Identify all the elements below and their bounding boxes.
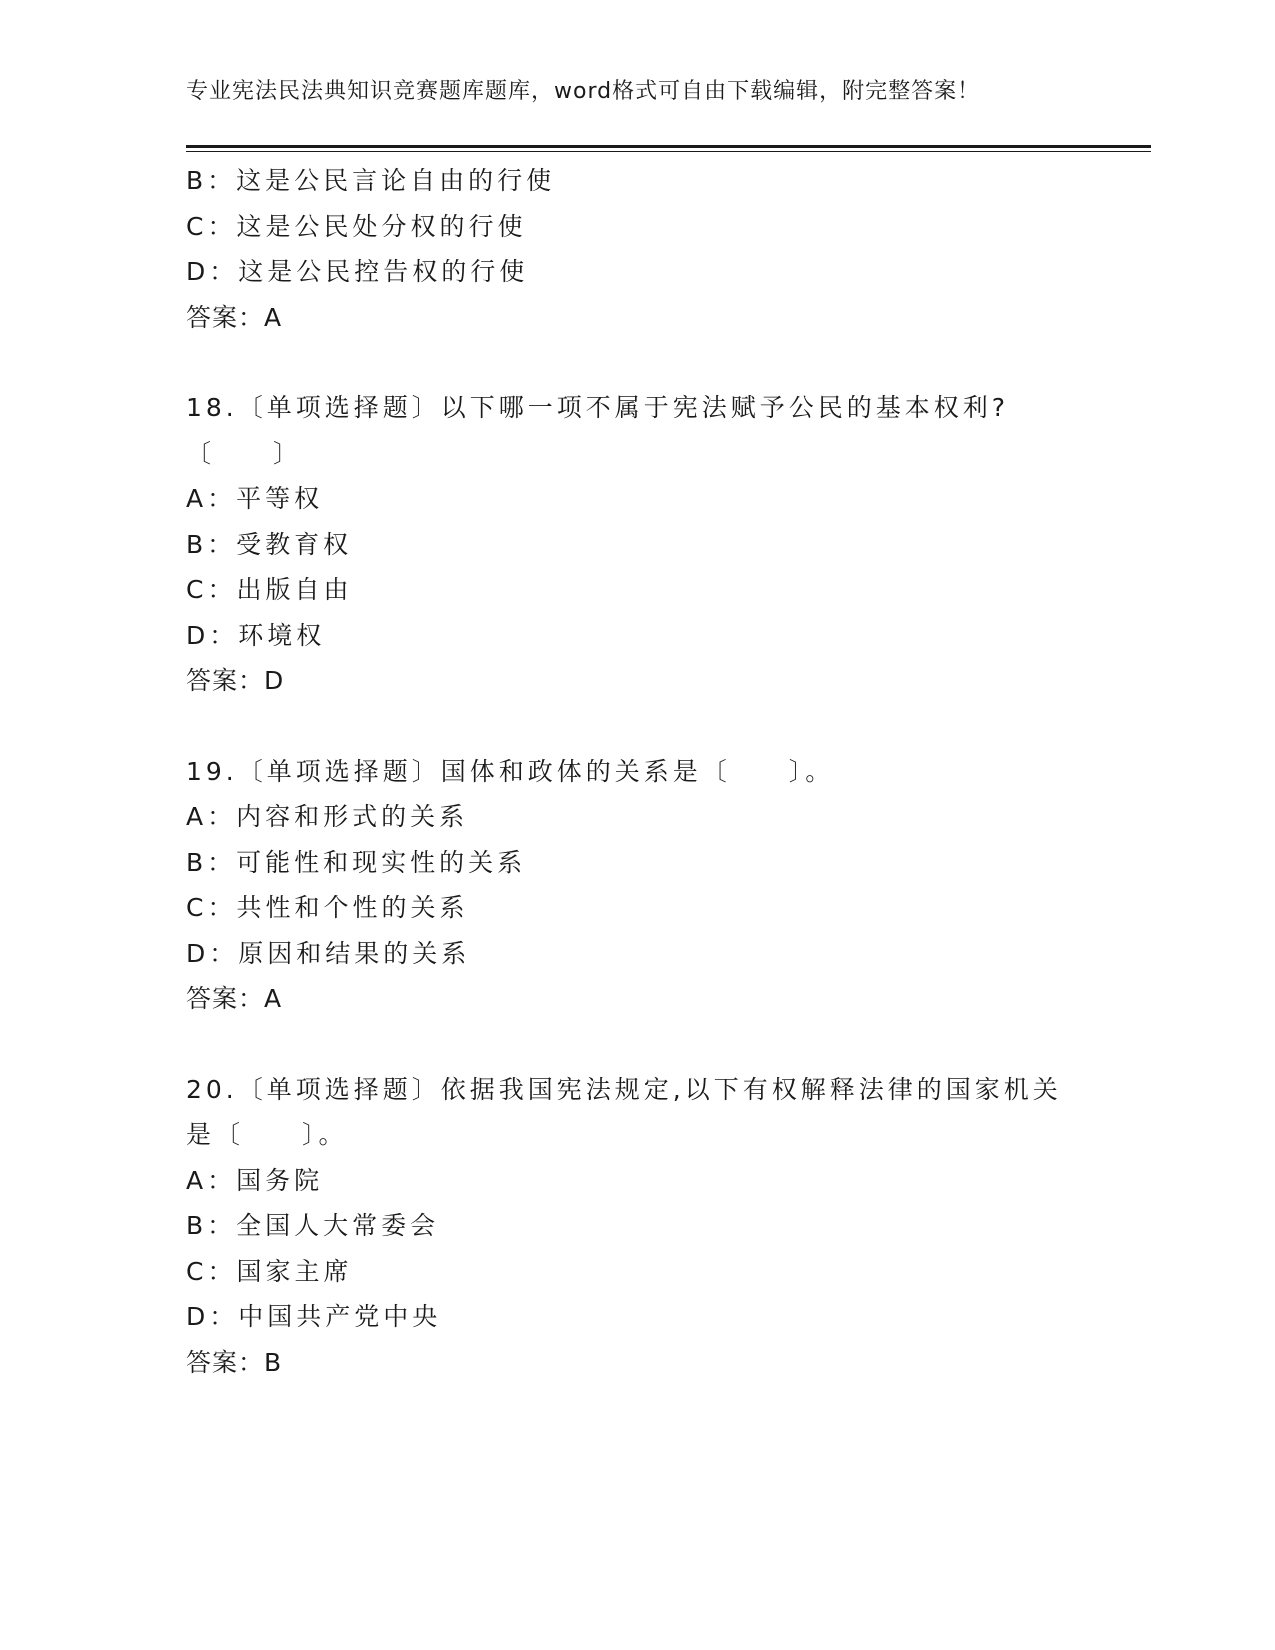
answer-line: 答案：D bbox=[186, 666, 285, 695]
question-stem: 19.〔单项选择题〕国体和政体的关系是〔 〕。 bbox=[186, 756, 835, 786]
header-rule bbox=[186, 145, 1151, 148]
question-18 bbox=[186, 385, 1086, 704]
page-header: 专业宪法民法典知识竞赛题库题库，word格式可自由下载编辑，附完整答案！ bbox=[186, 79, 981, 104]
option-c: C：出版自由 bbox=[186, 575, 353, 604]
option-b: B：这是公民言论自由的行使 bbox=[186, 166, 556, 195]
option-b: B：可能性和现实性的关系 bbox=[186, 847, 527, 877]
option-d: D：环境权 bbox=[186, 620, 326, 650]
header-rule-thin bbox=[186, 151, 1151, 152]
question-stem: 20.〔单项选择题〕依据我国宪法规定,以下有权解释法律的国家机关是〔 〕。 bbox=[186, 1074, 1062, 1149]
question-stem: 18.〔单项选择题〕以下哪一项不属于宪法赋予公民的基本权利?〔 〕 bbox=[186, 393, 1010, 468]
option-d: D：原因和结果的关系 bbox=[186, 938, 471, 968]
option-c: C：共性和个性的关系 bbox=[186, 893, 469, 922]
answer-line: 答案：A bbox=[186, 984, 283, 1013]
answer-line: 答案：B bbox=[186, 1347, 283, 1377]
option-c: C：这是公民处分权的行使 bbox=[186, 211, 527, 241]
option-a: A：内容和形式的关系 bbox=[186, 802, 469, 831]
continued-question bbox=[186, 158, 1086, 340]
option-c: C：国家主席 bbox=[186, 1256, 353, 1286]
answer-line: 答案：A bbox=[186, 302, 283, 332]
option-a: A：国务院 bbox=[186, 1165, 324, 1195]
option-b: B：受教育权 bbox=[186, 529, 353, 559]
question-20 bbox=[186, 1067, 1086, 1386]
document-body bbox=[186, 158, 1086, 1385]
option-b: B：全国人大常委会 bbox=[186, 1211, 440, 1240]
option-d: D：这是公民控告权的行使 bbox=[186, 257, 529, 286]
option-a: A：平等权 bbox=[186, 484, 324, 513]
option-d: D：中国共产党中央 bbox=[186, 1302, 442, 1331]
question-19 bbox=[186, 749, 1086, 1022]
